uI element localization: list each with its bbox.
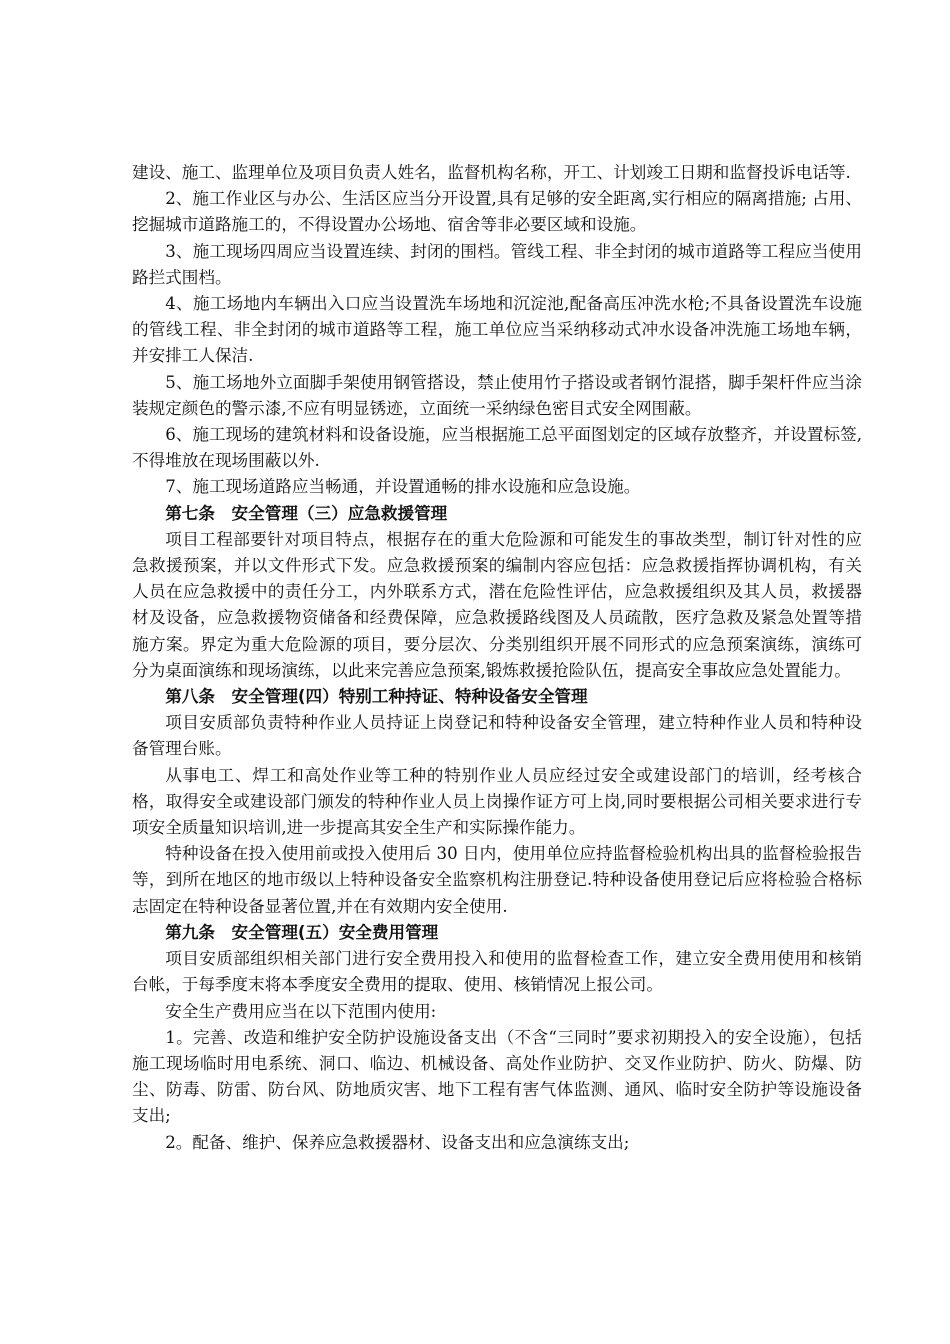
paragraph-special-equipment-registration: 特种设备在投入使用前或投入使用后 30 日内，使用单位应持监督检验机构出具的监督检验报告等，到所在地区的地市级以上特种设备安全监察机构注册登记.特种设备使用登记后应将检验合格标志固定在特种设备显著位置,并在有效期内安全使用. [132, 844, 862, 916]
paragraph-safety-cost-supervision: 项目安质部组织相关部门进行安全费用投入和使用的监督检查工作，建立安全费用使用和核销台帐，于每季度末将本季度安全费用的提取、使用、核销情况上报公司。 [132, 949, 862, 995]
paragraph-special-workers-ledger: 项目安质部负责特种作业人员持证上岗登记和特种设备安全管理，建立特种作业人员和特种设备管理台账。 [132, 713, 862, 759]
paragraph-item-4: 4、施工场地内车辆出入口应当设置洗车场地和沉淀池,配备高压冲洗水枪;不具备设置洗车设施的管线工程、非全封闭的城市道路等工程，施工单位应当采纳移动式冲水设备冲洗施工场地车辆，并安排工人保洁. [132, 294, 862, 366]
section-heading-article-7: 第七条 安全管理（三）应急救援管理 [165, 503, 448, 523]
paragraph-emergency-plan: 项目工程部要针对项目特点，根据存在的重大危险源和可能发生的事故类型，制订针对性的应急救援预案，并以文件形式下发。应急救援预案的编制内容应包括：应急救援指挥协调机构，有关人员在应急救援中的责任分工，内外联系方式，潜在危险性评估，应急救援组织及其人员，救援器材及设备，应急救援物资储备和经费保障，应急救援路线图及人员疏散，医疗急救及紧急处置等措施方案。界定为重大危险源的项目，要分层次、分类别组织开展不同形式的应急预案演练，演练可分为桌面演练和现场演练，以此来完善应急预案,锻炼救援抢险队伍，提高安全事故应急处置能力。 [132, 529, 862, 680]
paragraph-cost-item-1: 1。完善、改造和维护安全防护设施设备支出（不含“三同时”要求初期投入的安全设施），包括施工现场临时用电系统、洞口、临边、机械设备、高处作业防护、交叉作业防护、防火、防爆、防尘、防毒、防雷、防台风、防地质灾害、地下工程有害气体监测、通风、临时安全防护等设施设备支出; [132, 1027, 862, 1126]
paragraph-item-7: 7、施工现场道路应当畅通，并设置通畅的排水设施和应急设施。 [165, 477, 641, 497]
paragraph-item-6: 6、施工现场的建筑材料和设备设施，应当根据施工总平面图划定的区域存放整齐，并设置标签,不得堆放在现场围蔽以外. [132, 425, 862, 471]
paragraph-item-2: 2、施工作业区与办公、生活区应当分开设置,具有足够的安全距离,实行相应的隔离措施; 占用、挖掘城市道路施工的，不得设置办公场地、宿舍等非必要区域和设施。 [132, 189, 862, 235]
paragraph-special-workers-training: 从事电工、焊工和高处作业等工种的特别作业人员应经过安全或建设部门的培训，经考核合格，取得安全或建设部门颁发的特种作业人员上岗操作证方可上岗,同时要根据公司相关要求进行专项安全质量知识培训,进一步提高其安全生产和实际操作能力。 [132, 765, 862, 838]
paragraph-item-5: 5、施工场地外立面脚手架使用钢管搭设，禁止使用竹子搭设或者钢竹混搭，脚手架杆件应当涂装规定颜色的警示漆,不应有明显锈迹，立面统一采纳绿色密目式安全网围蔽。 [132, 372, 862, 418]
section-heading-article-8: 第八条 安全管理(四）特别工种持证、特种设备安全管理 [165, 687, 588, 707]
paragraph-item-3: 3、施工现场四周应当设置连续、封闭的围档。管线工程、非全封闭的城市道路等工程应当使用路拦式围档。 [132, 241, 862, 287]
paragraph-cost-item-2: 2。配备、维护、保养应急救援器材、设备支出和应急演练支出; [165, 1132, 630, 1152]
paragraph-project-info-sign: 建设、施工、监理单位及项目负责人姓名，监督机构名称，开工、计划竣工日期和监督投诉电话等. [132, 163, 851, 182]
paragraph-safety-cost-scope: 安全生产费用应当在以下范围内使用: [165, 1001, 437, 1021]
section-heading-article-9: 第九条 安全管理(五）安全费用管理 [165, 922, 439, 942]
document-page [132, 160, 862, 1156]
